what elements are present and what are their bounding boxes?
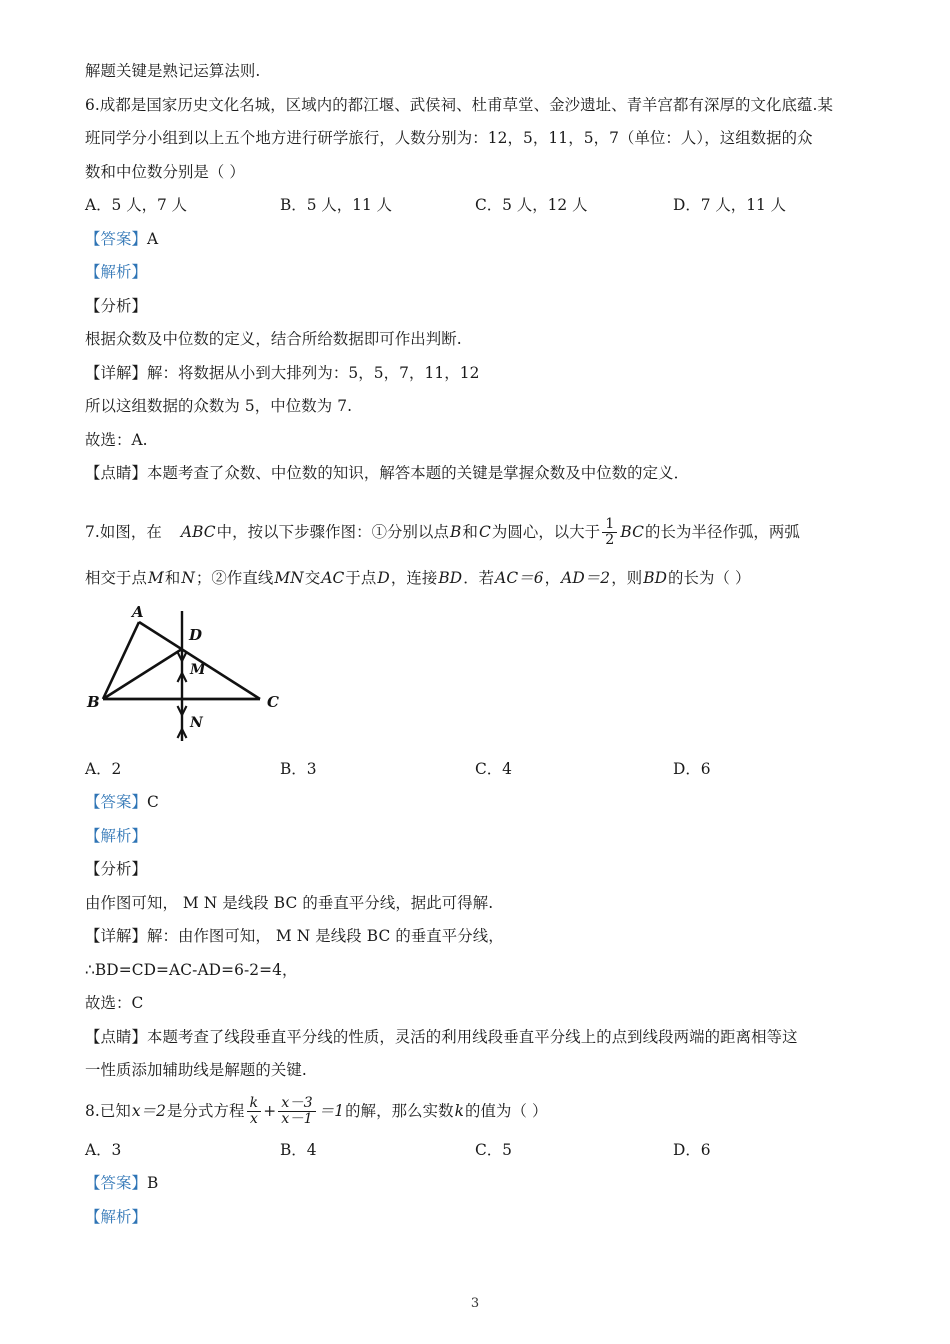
q6-choose: 故选：A. (85, 430, 148, 449)
q8-stem-p5: 的解，那么实数 (345, 1101, 454, 1120)
q7-analysis-label: 【解析】 (85, 826, 147, 845)
q8-option-a[interactable]: A．3 (85, 1140, 122, 1159)
q8-given-x: x＝2 (131, 1101, 167, 1120)
figure-label-a: A (132, 602, 144, 621)
q7-fenxi-text: 由作图可知， M N 是线段 BC 的垂直平分线，据此可得解. (85, 893, 494, 912)
q7-dianjing-label: 【点睛】 (85, 1027, 147, 1046)
q7-fenxi-label: 【分析】 (85, 860, 147, 878)
figure-label-b: B (87, 692, 100, 711)
q8-stem-p7: 的值为（ ） (465, 1101, 548, 1120)
q7-xiangjie-line (85, 920, 868, 954)
q6-stem-line2: 班同学分小组到以上五个地方进行研学旅行，人数分别为：12，5，11，5，7（单位：人），这组数据的众 (85, 129, 813, 147)
q7-given-ac: AC＝6 (495, 568, 544, 587)
q7-point-n: N (181, 568, 195, 587)
q7-stem-a3: 中，按以下步骤作图：①分别以点 (216, 522, 450, 541)
q7-segment-bc: BC (620, 522, 644, 541)
q6-xiangjie-label: 【详解】 (85, 363, 147, 382)
q8-answer-value: B (146, 1174, 159, 1192)
q8-stem-p1: 8.已知 (85, 1101, 131, 1120)
fraction-one-half (602, 517, 617, 549)
q7-options (85, 753, 868, 787)
q7-stem-b7: 交 (304, 568, 321, 587)
page-content (85, 55, 868, 1234)
q6-dianjing-line (85, 457, 868, 491)
q8-option-d[interactable]: D．6 (673, 1140, 711, 1159)
figure-label-d: D (189, 625, 203, 644)
q7-option-d[interactable]: D．6 (673, 759, 711, 778)
q7-stem-line1 (85, 509, 868, 555)
q8-answer-line (85, 1167, 868, 1201)
q7-segment-ac: AC (321, 568, 345, 587)
q6-stem-line1: 6.成都是国家历史文化名城，区域内的都江堰、武侯祠、杜甫草堂、金沙遗址、青羊宫都有深厚的文化底蕴.某 (85, 95, 833, 114)
q6-fenxi-text: 根据众数及中位数的定义，结合所给数据即可作出判断. (85, 330, 462, 348)
q8-stem-line (85, 1088, 868, 1134)
q8-variable-k: k (454, 1101, 464, 1120)
q8-answer-label: 【答案】 (85, 1174, 147, 1192)
q7-stem-a1: 7.如图，在 (85, 522, 162, 541)
q7-triangle-abc: ABC (180, 522, 216, 541)
q6-xiangjie-text: 解：将数据从小到大排列为：5，5，7，11，12 (146, 363, 480, 382)
q7-stem-b3: 和 (164, 568, 181, 587)
q6-answer-value: A (146, 229, 159, 248)
q8-stem-p3: 是分式方程 (167, 1101, 245, 1120)
q7-stem-a7: 为圆心，以大于 (491, 522, 601, 541)
q7-option-a[interactable]: A．2 (85, 759, 122, 778)
q6-answer-label: 【答案】 (85, 229, 147, 248)
q7-point-b: B (450, 522, 462, 541)
q7-step2: ∴BD=CD=AC-AD=6-2=4， (85, 960, 298, 979)
q8-options (85, 1134, 868, 1168)
q7-dianjing-line2: 一性质添加辅助线是解题的关键. (85, 1061, 307, 1079)
q6-dianjing-label: 【点睛】 (85, 464, 147, 482)
q6-dianjing-text: 本题考查了众数、中位数的知识，解答本题的关键是掌握众数及中位数的定义． (146, 464, 690, 482)
fraction-numerator: 1 (602, 517, 617, 533)
q6-option-c[interactable]: C．5 人，12 人 (475, 196, 588, 214)
q7-stem-b15: ， (544, 568, 561, 587)
q6-fenxi-label: 【分析】 (85, 296, 147, 315)
q7-given-ad: AD＝2 (561, 568, 611, 587)
q7-stem-a9: 的长为半径作弧，两弧 (645, 522, 800, 541)
q6-xiangjie-line (85, 357, 868, 391)
q7-answer-label: 【答案】 (85, 793, 147, 811)
carryover-line: 解题关键是熟记运算法则. (85, 62, 261, 80)
q6-option-a[interactable]: A．5 人，7 人 (85, 196, 188, 214)
q6-option-d[interactable]: D．7 人，11 人 (673, 196, 787, 214)
figure-label-m: M (190, 661, 206, 678)
q7-choose: 故选：C (85, 994, 144, 1012)
fraction2-numerator: x－3 (278, 1096, 316, 1112)
q7-xiangjie-text: 解：由作图可知， M N 是线段 BC 的垂直平分线， (146, 927, 504, 945)
q7-option-b[interactable]: B．3 (280, 759, 317, 778)
q7-ask-bd: BD (643, 568, 668, 587)
q7-segment-bd: BD (438, 568, 463, 587)
q7-stem-line2 (85, 555, 868, 601)
q7-answer-line (85, 786, 868, 820)
q6-analysis-label: 【解析】 (85, 263, 147, 281)
figure-label-c: C (267, 692, 279, 711)
q7-stem-b11: ，连接 (390, 568, 438, 587)
q6-option-b[interactable]: B．5 人，11 人 (280, 196, 393, 214)
q6-options (85, 189, 868, 223)
fraction-x-minus-3-over-x-minus-1 (278, 1096, 316, 1128)
q6-step2: 所以这组数据的众数为 5，中位数为 7. (85, 397, 353, 415)
fraction2-denominator: x－1 (281, 1110, 313, 1127)
q7-dianjing-line1 (85, 1021, 868, 1055)
q7-stem-b1: 相交于点 (85, 568, 147, 587)
fraction1-numerator: k (247, 1096, 262, 1112)
fraction-k-over-x (247, 1096, 262, 1128)
triangle-perpendicular-bisector-diagram (85, 603, 315, 753)
q7-option-c[interactable]: C．4 (475, 759, 512, 778)
figure-label-n: N (190, 714, 203, 731)
q7-figure (85, 603, 868, 753)
q7-dianjing-text1: 本题考查了线段垂直平分线的性质，灵活的利用线段垂直平分线上的点到线段两端的距离相等这 (146, 1027, 798, 1046)
q7-stem-b13: ．若 (463, 568, 495, 587)
q7-point-c: C (478, 522, 491, 541)
q7-xiangjie-label: 【详解】 (85, 927, 147, 945)
fraction1-denominator: x (249, 1110, 258, 1127)
q7-point-m: M (147, 568, 164, 587)
q7-stem-b5: ；②作直线 (195, 568, 274, 587)
q7-stem-b17: ，则 (611, 568, 643, 587)
q8-analysis-label: 【解析】 (85, 1207, 147, 1226)
q7-point-d: D (377, 568, 390, 587)
q7-stem-a5: 和 (462, 522, 478, 541)
spacer (85, 491, 868, 509)
q7-stem-b9: 于点 (345, 568, 377, 587)
q6-answer-line (85, 223, 868, 257)
q8-option-c[interactable]: C．5 (475, 1140, 512, 1159)
page-number: 3 (470, 1296, 480, 1311)
q8-option-b[interactable]: B．4 (280, 1140, 317, 1159)
fraction-denominator: 2 (605, 531, 615, 548)
q7-answer-value: C (146, 793, 159, 811)
q7-line-mn: MN (274, 568, 304, 587)
q6-stem-line3: 数和中位数分别是（ ） (85, 162, 245, 181)
q8-equals-one: ＝1 (318, 1101, 345, 1120)
q8-plus-sign: + (263, 1101, 277, 1120)
q7-stem-b19: 的长为（ ） (668, 568, 751, 587)
